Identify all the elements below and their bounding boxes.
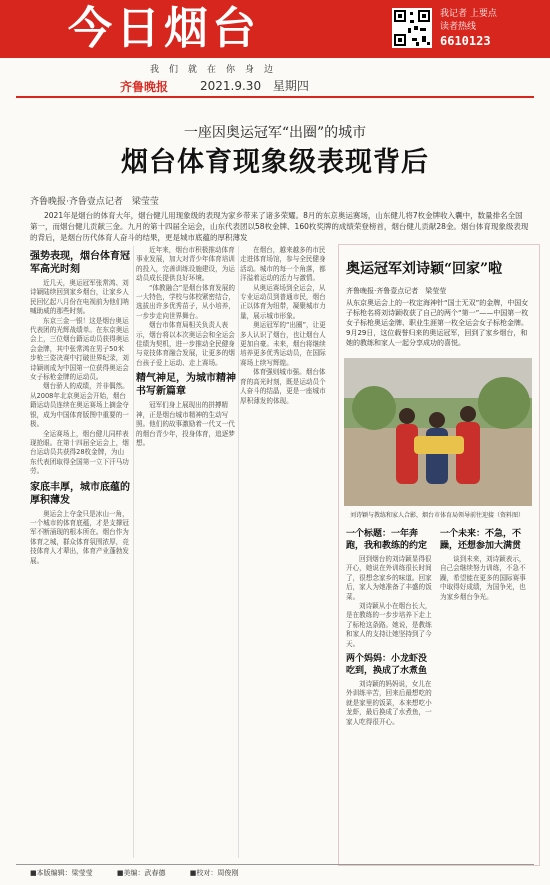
article-lead: 2021年是烟台的体育大年，烟台健儿用现象级的表现为家乡带来了诸多荣耀。8月的东京奥运赛场，山东健儿将7枚金牌收入囊中，数量排名全国第一，而烟台健儿贡献三金。九月的第十四届全运会，山东代表团以58枚金牌、160枚奖牌的成绩荣登榜首，烟台健儿贡献28金。烟台体育现象级表现的背后，是烟台历代体育人奋斗的结果，更是城市底蕴的厚积薄发	[30, 211, 529, 242]
section-heading: 一个标题：一年奔跑，我和教练的约定	[346, 529, 428, 551]
masthead-divider	[16, 96, 534, 98]
article-headline: 烟台体育现象级表现背后	[121, 147, 429, 178]
footer-designer: ■美编：武春德	[116, 869, 166, 877]
paragraph: 奥运会上夺金只是冰山一角，一个城市的体育底蕴，才是支撑冠军不断涌现的根本所在。烟台作为体育之城，群众体育氛围浓厚，竞技体育人才辈出，体育产业蓬勃发展。	[30, 509, 129, 565]
publication-date	[200, 77, 309, 94]
section-heading: 家底丰厚，城市底蕴的厚积薄发	[30, 481, 130, 506]
paragraph: 冠军们身上展现出的拼搏精神，正是烟台城市精神的生动写照。他们的故事激励着一代又一代的烟台青少年，投身体育，追逐梦想。	[136, 401, 235, 447]
slogan: 我们就在你身边	[150, 65, 284, 75]
paragraph: 从奥运赛场到全运会，从专业运动员到普通市民，烟台正以体育为纽带，凝聚城市力量，展示城市形象。	[240, 283, 326, 320]
paragraph: 刘诗颖的妈妈说，女儿在外训练辛苦，回来后最想吃的就是家里的饭菜，本来想吃小龙虾，最后换成了水煮鱼，一家人吃得很开心。	[346, 680, 432, 726]
article-column-2	[136, 246, 236, 858]
sidebar-lead: 从东京奥运会上的一枚定海神针“国士无双”的金牌，中国女子标枪名将刘诗颖收获了自己的两个“第一”——中国第一枚女子标枪奥运金牌、职业生涯第一枚全运会女子标枪金牌。9月29日，这位载誉归来的奥运冠军，回到了家乡烟台，和她的教练和家人一起分享成功的喜悦。	[346, 299, 529, 347]
paragraph: 回到烟台的刘诗颖显得很开心，她说在外训练很长时间了，很想念家乡的味道。回家后，家人为她准备了丰盛的饭菜。	[346, 555, 432, 601]
section-heading: 精气神足，为城市精神书写新篇章	[136, 373, 236, 398]
footer-editor: ■本版编辑：梁莹莹	[30, 869, 93, 877]
paragraph: 谈到未来，刘诗颖表示，自己会继续努力训练，不急不躁，希望能在更多的国际赛事中取得好成绩，为国争光，也为家乡烟台争光。	[440, 555, 526, 601]
paragraph: 烟台市体育局相关负责人表示，烟台将以本次奥运会和全运会佳绩为契机，进一步推动全民健身与竞技体育融合发展，让更多的烟台孩子爱上运动、走上赛场。	[136, 321, 235, 367]
sidebar-column-1	[346, 524, 434, 858]
champion-photo	[344, 358, 532, 506]
newspaper-brand: 齐鲁晚报	[120, 80, 169, 94]
paragraph: “体教融合”是烟台体育发展的一大特色，学校与体校紧密结合，选拔出许多优秀苗子，从小培养，一步步走向世界舞台。	[136, 283, 235, 320]
qr-code-icon	[392, 8, 432, 48]
masthead-title: 今日烟台	[68, 3, 260, 54]
article-kicker: 一座因奥运冠军“出圈”的城市	[183, 125, 367, 141]
weekday: 星期四	[272, 79, 309, 93]
paragraph: 全运赛场上，烟台健儿同样表现抢眼。在第十四届全运会上，烟台运动员共获得28枚金牌，为山东代表团取得全国第一立下汗马功劳。	[30, 429, 129, 476]
column-divider	[133, 246, 134, 858]
section-heading: 一个未来：不急，不躁，还想参加大满贯	[440, 529, 522, 551]
section-heading: 两个妈妈：小龙虾没吃到，换成了水煮鱼	[346, 654, 428, 677]
paragraph: 近年来，烟台市积极推动体育事业发展，加大对青少年体育培训的投入，完善训练设施建设，为运动员成长提供良好环境。	[136, 246, 235, 283]
hotline-label: 读者热线	[440, 22, 477, 32]
footer-divider	[16, 864, 534, 865]
column-divider	[238, 246, 239, 858]
paragraph: 东京三金一银！这是烟台奥运代表团的光辉战绩单。在东京奥运会上，三位烟台籍运动员获得奥运会金牌，其中张常鸿在男子50米步枪三姿决赛中打破世界纪录，刘诗颖则成为中国第一位获得奥运会女子标枪金牌的运动员。	[30, 316, 129, 382]
masthead-reader-info	[440, 8, 497, 34]
reporter-line: 我记者 上要点	[440, 9, 497, 19]
hotline-number: 6610123	[440, 34, 491, 48]
section-heading: 强势表现，烟台体育冠军高光时刻	[30, 251, 130, 275]
footer-proofreader: ■校对：周俊刚	[189, 869, 239, 877]
paragraph: 近几天，奥运冠军张常鸿、刘诗颖陆续回到家乡烟台，让家乡人民回忆起八月份在电视前为他们呐喊助威的那些时刻。	[30, 279, 129, 316]
sidebar-column-2	[440, 524, 532, 858]
photo-caption: 刘诗颖与教练和家人合影，烟台市体育局领导前往迎接（资料图）	[350, 512, 525, 519]
page-footer	[30, 868, 260, 878]
sidebar-headline: 奥运冠军刘诗颖“回家”啦	[346, 261, 503, 277]
paragraph: 刘诗颖从小在烟台长大，是在教练的一步步培养下走上了标枪这条路。她说，是教练和家人的支持让她坚持到了今天。	[346, 602, 432, 648]
paragraph: 烟台骄人的成绩，并非偶然。从2008年北京奥运会开始，烟台籍运动员连续在奥运赛场上摘金夺银，成为中国体育版图中重要的一极。	[30, 382, 129, 429]
paragraph: 在烟台，越来越多的市民走进体育场馆，参与全民健身活动。城市的每一个角落，都洋溢着运动的活力与激情。	[240, 246, 326, 283]
paragraph: 体育强则城市强。烟台体育的高光时刻，既是运动员个人奋斗的结晶，更是一座城市厚积薄发的体现。	[240, 368, 326, 405]
paragraph: 奥运冠军的“出圈”，让更多人认识了烟台，也让烟台人更加自豪。未来，烟台将继续培养更多优秀运动员，在国际赛场上续写辉煌。	[240, 321, 326, 367]
article-column-1	[30, 246, 130, 858]
sidebar-byline: 齐鲁晚报·齐鲁壹点记者 梁莹莹	[346, 287, 447, 295]
date-value: 2021.9.30	[200, 79, 262, 93]
article-byline: 齐鲁晚报·齐鲁壹点记者 梁莹莹	[30, 197, 159, 207]
article-column-3	[240, 246, 332, 858]
